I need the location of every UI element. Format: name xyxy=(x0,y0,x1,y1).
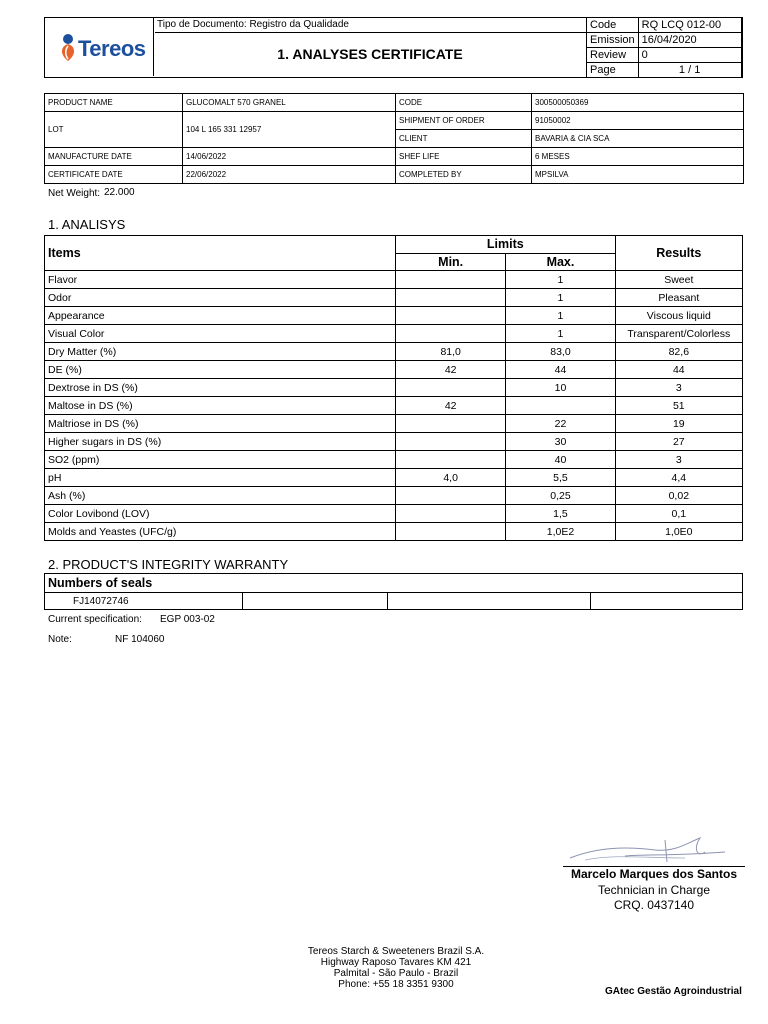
analysis-row xyxy=(45,289,743,307)
analysis-item: Molds and Yeastes (UFC/g) xyxy=(45,523,396,541)
analysis-result: Pleasant xyxy=(615,289,742,307)
analysis-max: 30 xyxy=(506,433,615,451)
client-label: CLIENT xyxy=(396,130,532,148)
meta-row-emission xyxy=(587,33,742,48)
analysis-result: 1,0E0 xyxy=(615,523,742,541)
analysis-result: 19 xyxy=(615,415,742,433)
document-title: 1. ANALYSES CERTIFICATE xyxy=(277,46,463,62)
analysis-max: 83,0 xyxy=(506,343,615,361)
meta-label: Code xyxy=(587,18,639,33)
meta-value: RQ LCQ 012-00 xyxy=(638,18,741,33)
analysis-max xyxy=(506,397,615,415)
document-header xyxy=(44,17,743,78)
signer-role: Technician in Charge xyxy=(597,883,711,897)
analysis-result: 44 xyxy=(615,361,742,379)
code-value: 300500050369 xyxy=(532,94,744,112)
shelf-life-label: SHEF LIFE xyxy=(396,148,532,166)
analysis-max: 1 xyxy=(506,325,615,343)
product-name-value: GLUCOMALT 570 GRANEL xyxy=(183,94,396,112)
items-header: Items xyxy=(45,236,396,271)
seal-cell xyxy=(243,593,388,610)
analysis-row xyxy=(45,451,743,469)
analysis-max: 1 xyxy=(506,307,615,325)
footer-company-info xyxy=(246,946,546,990)
results-header: Results xyxy=(615,236,742,271)
analysis-item: Visual Color xyxy=(45,325,396,343)
analysis-table xyxy=(44,235,743,541)
net-weight-value: 22.000 xyxy=(104,187,135,198)
analysis-min: 81,0 xyxy=(396,343,506,361)
analysis-max: 5,5 xyxy=(506,469,615,487)
analysis-item: Maltriose in DS (%) xyxy=(45,415,396,433)
analysis-min xyxy=(396,325,506,343)
footer-address1: Highway Raposo Tavares KM 421 xyxy=(320,957,472,968)
client-value: BAVARIA & CIA SCA xyxy=(532,130,744,148)
seal-cell xyxy=(591,593,743,610)
meta-value: 16/04/2020 xyxy=(638,33,741,48)
note-value: NF 104060 xyxy=(115,634,165,645)
shipment-label: SHIPMENT OF ORDER xyxy=(396,112,532,130)
analysis-min xyxy=(396,523,506,541)
analysis-item: Maltose in DS (%) xyxy=(45,397,396,415)
certificate-date-label: CERTIFICATE DATE xyxy=(45,166,183,184)
footer-software: GAtec Gestão Agroindustrial xyxy=(605,986,742,997)
meta-label: Review xyxy=(587,48,639,63)
product-info-table xyxy=(44,93,744,184)
certificate-date-value: 22/06/2022 xyxy=(183,166,396,184)
analysis-result: 51 xyxy=(615,397,742,415)
lot-label: LOT xyxy=(45,112,183,148)
analysis-max: 44 xyxy=(506,361,615,379)
analysis-result: 3 xyxy=(615,451,742,469)
analysis-item: Higher sugars in DS (%) xyxy=(45,433,396,451)
analysis-min xyxy=(396,289,506,307)
analysis-result: Sweet xyxy=(615,271,742,289)
analysis-min xyxy=(396,451,506,469)
footer-address2: Palmital - São Paulo - Brazil xyxy=(333,968,459,979)
analysis-row xyxy=(45,271,743,289)
analysis-max: 1,5 xyxy=(506,505,615,523)
warranty-section-title: 2. PRODUCT'S INTEGRITY WARRANTY xyxy=(48,557,289,572)
analysis-result: Transparent/Colorless xyxy=(615,325,742,343)
shipment-value: 91050002 xyxy=(532,112,744,130)
analysis-max: 40 xyxy=(506,451,615,469)
seals-table xyxy=(44,573,743,610)
seal-cell: FJ14072746 xyxy=(45,593,243,610)
analysis-min xyxy=(396,307,506,325)
meta-value: 1 / 1 xyxy=(638,63,741,78)
analysis-max: 10 xyxy=(506,379,615,397)
analysis-section-title: 1. ANALISYS xyxy=(48,217,126,232)
signer-crq: CRQ. 0437140 xyxy=(613,898,695,912)
analysis-item: SO2 (ppm) xyxy=(45,451,396,469)
analysis-row xyxy=(45,307,743,325)
analysis-min xyxy=(396,505,506,523)
analysis-min: 4,0 xyxy=(396,469,506,487)
analysis-item: Flavor xyxy=(45,271,396,289)
analysis-item: Appearance xyxy=(45,307,396,325)
analysis-item: Dry Matter (%) xyxy=(45,343,396,361)
spec-value: EGP 003-02 xyxy=(160,614,215,625)
completed-by-label: COMPLETED BY xyxy=(396,166,532,184)
analysis-max: 1 xyxy=(506,289,615,307)
meta-label: Page xyxy=(587,63,639,78)
max-header: Max. xyxy=(506,253,615,271)
limits-header: Limits xyxy=(396,236,616,254)
analysis-min xyxy=(396,487,506,505)
analysis-result: 3 xyxy=(615,379,742,397)
seal-cell xyxy=(388,593,591,610)
analysis-row xyxy=(45,433,743,451)
manufacture-date-label: MANUFACTURE DATE xyxy=(45,148,183,166)
analysis-max: 1 xyxy=(506,271,615,289)
analysis-min xyxy=(396,433,506,451)
analysis-item: Ash (%) xyxy=(45,487,396,505)
analysis-item: DE (%) xyxy=(45,361,396,379)
net-weight-label: Net Weight: xyxy=(48,188,101,199)
logo-area xyxy=(45,18,154,76)
analysis-min: 42 xyxy=(396,361,506,379)
seals-header: Numbers of seals xyxy=(45,574,743,593)
analysis-item: pH xyxy=(45,469,396,487)
tereos-logo-icon xyxy=(57,32,79,62)
code-label: CODE xyxy=(396,94,532,112)
lot-value: 104 L 165 331 12957 xyxy=(183,112,396,148)
analysis-row xyxy=(45,361,743,379)
document-type: Tipo de Documento: Registro da Qualidade xyxy=(155,18,587,33)
manufacture-date-value: 14/06/2022 xyxy=(183,148,396,166)
analysis-result: 0,02 xyxy=(615,487,742,505)
analysis-row xyxy=(45,487,743,505)
analysis-row xyxy=(45,469,743,487)
product-name-label: PRODUCT NAME xyxy=(45,94,183,112)
analysis-min: 42 xyxy=(396,397,506,415)
analysis-result: 27 xyxy=(615,433,742,451)
analysis-row xyxy=(45,379,743,397)
meta-label: Emission xyxy=(587,33,639,48)
analysis-max: 1,0E2 xyxy=(506,523,615,541)
analysis-row xyxy=(45,523,743,541)
meta-value: 0 xyxy=(638,48,741,63)
note-label: Note: xyxy=(48,634,72,645)
analysis-row xyxy=(45,397,743,415)
analysis-row xyxy=(45,505,743,523)
analysis-result: 4,4 xyxy=(615,469,742,487)
signer-name: Marcelo Marques dos Santos xyxy=(570,867,738,881)
completed-by-value: MPSILVA xyxy=(532,166,744,184)
analysis-min xyxy=(396,271,506,289)
footer-phone: Phone: +55 18 3351 9300 xyxy=(338,979,454,990)
spec-label: Current specification: xyxy=(48,614,142,625)
analysis-row xyxy=(45,343,743,361)
shelf-life-value: 6 MESES xyxy=(532,148,744,166)
analysis-result: 0,1 xyxy=(615,505,742,523)
min-header: Min. xyxy=(396,253,506,271)
analysis-rows xyxy=(45,271,743,541)
analysis-result: Viscous liquid xyxy=(615,307,742,325)
signature-image xyxy=(565,828,735,870)
analysis-max: 22 xyxy=(506,415,615,433)
meta-row-code xyxy=(587,18,742,33)
analysis-item: Odor xyxy=(45,289,396,307)
logo-text: Tereos xyxy=(78,36,146,61)
footer-company: Tereos Starch & Sweeteners Brazil S.A. xyxy=(307,946,485,957)
analysis-min xyxy=(396,379,506,397)
meta-row-page xyxy=(587,63,742,78)
analysis-row xyxy=(45,325,743,343)
analysis-item: Color Lovibond (LOV) xyxy=(45,505,396,523)
analysis-row xyxy=(45,415,743,433)
meta-row-review xyxy=(587,48,742,63)
analysis-result: 82,6 xyxy=(615,343,742,361)
analysis-item: Dextrose in DS (%) xyxy=(45,379,396,397)
analysis-max: 0,25 xyxy=(506,487,615,505)
analysis-min xyxy=(396,415,506,433)
document-meta-table xyxy=(586,17,742,78)
